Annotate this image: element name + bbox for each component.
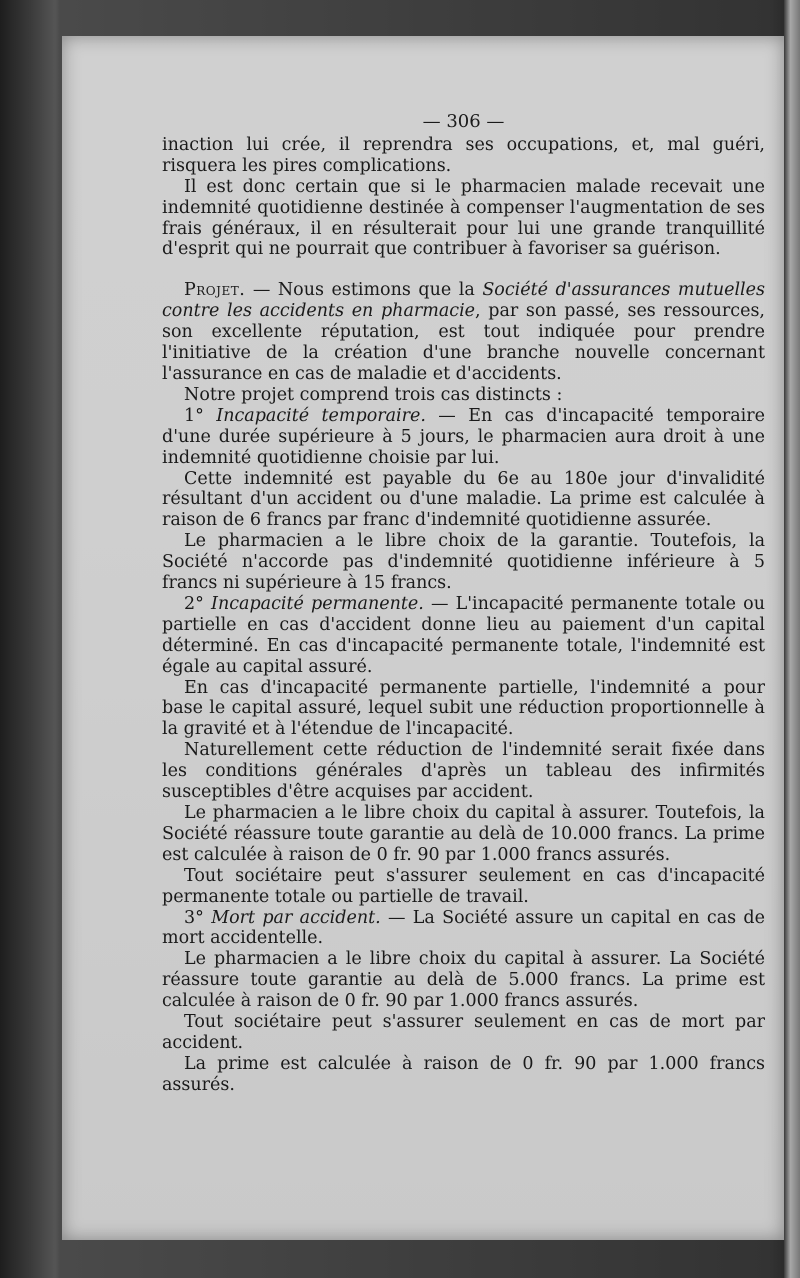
paragraph-15: Tout sociétaire peut s'assurer seulement en cas de mort par accident. <box>162 1012 765 1053</box>
paragraph-7: Le pharmacien a le libre choix de la garantie. Toutefois, la Société n'accorde pas d'indemnité quotidienne inférieure à 5 francs ni supérieure à 15 francs. <box>162 531 765 594</box>
case-1-text: — En cas d'incapacité temporaire d'une durée supérieure à 5 jours, le pharmacien aura droit à une indemnité quotidienne choisie par lui. <box>162 405 766 468</box>
case-2-number: 2° <box>184 593 212 614</box>
case-2-text: — L'incapacité permanente totale ou partielle en cas d'accident donne lieu au paiement d'un capital déterminé. En cas d'incapacité permanente totale, l'indemnité est égale au capital assuré. <box>162 593 765 677</box>
book-spine-edge <box>784 0 800 1278</box>
society-name: Société d'assurances mutuelles contre les accidents en pharmacie <box>162 280 765 322</box>
case-1-title: Incapacité temporaire. <box>216 405 426 426</box>
paragraph-2: Il est donc certain que si le pharmacien malade recevait une indemnité quotidienne destinée à compenser l'augmentation de ses frais généraux, il en résulterait pour lui une grande tranquillité d'esprit qui ne pourrait que contribuer à favoriser sa guérison. <box>162 176 765 260</box>
case-3-title: Mort par accident. <box>211 907 381 928</box>
case-1-number: 1° <box>184 405 217 426</box>
paragraph-projet <box>162 280 765 385</box>
paragraph-1: inaction lui crée, il reprendra ses occupations, et, mal guéri, risquera les pires complications. <box>162 134 765 176</box>
projet-text-b: , par son passé, ses ressources, son excellente réputation, est tout indiquée pour prendre l'initiative de la création d'une branche nouvelle concernant l'assurance en cas de maladie et d'accidents. <box>162 301 765 384</box>
paragraph-11: Le pharmacien a le libre choix du capital à assurer. Toutefois, la Société réassure toute garantie au delà de 10.000 francs. La prime est calculée à raison de 0 fr. 90 par 1.000 francs assurés. <box>162 803 765 865</box>
paragraph-9: En cas d'incapacité permanente partielle, l'indemnité a pour base le capital assuré, lequel subit une réduction proportionnelle à la gravité et à l'étendue de l'incapacité. <box>162 677 765 740</box>
paragraph-temporary <box>162 406 765 469</box>
case-3-text: — La Société assure un capital en cas de mort accidentelle. <box>162 907 765 949</box>
paragraph-14: Le pharmacien a le libre choix du capital à assurer. La Société réassure toute garantie au delà de 5.000 francs. La prime est calculée à raison de 0 fr. 90 par 1.000 francs assurés. <box>162 949 765 1012</box>
paragraph-death <box>162 908 765 950</box>
projet-label: Projet. <box>184 280 246 301</box>
case-3-number: 3° <box>184 907 212 928</box>
paragraph-4: Notre projet comprend trois cas distincts : <box>184 384 563 405</box>
page-number: — 306 — <box>422 111 505 132</box>
case-2-title: Incapacité permanente. <box>211 593 424 614</box>
projet-text-a: — Nous estimons que la <box>245 280 483 301</box>
paragraph-6: Cette indemnité est payable du 6e au 180e jour d'invalidité résultant d'un accident ou d'une maladie. La prime est calculée à raison de 6 francs par franc d'indemnité quotidienne assurée. <box>162 468 765 531</box>
paragraph-12: Tout sociétaire peut s'assurer seulement en cas d'incapacité permanente totale ou partielle de travail. <box>162 865 765 907</box>
paragraph-16: La prime est calculée à raison de 0 fr. 90 par 1.000 francs assurés. <box>162 1053 765 1095</box>
paragraph-10: Naturellement cette réduction de l'indemnité serait fixée dans les conditions générales d'après un tableau des infirmités susceptibles d'être acquises par accident. <box>162 740 765 803</box>
paragraph-permanent <box>162 594 765 678</box>
page-text <box>162 112 765 1096</box>
